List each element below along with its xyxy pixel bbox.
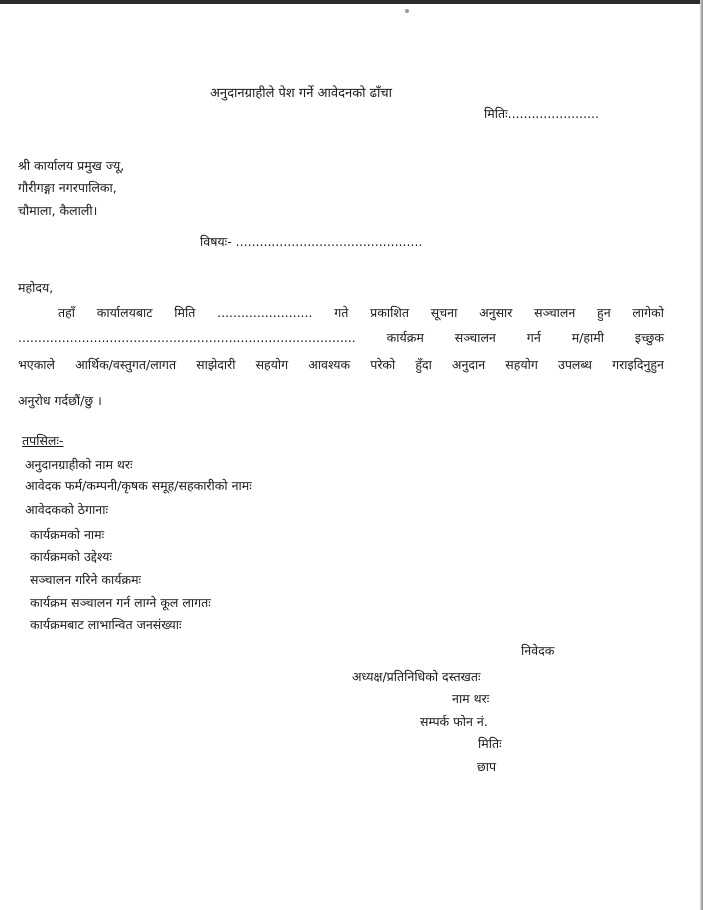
detail-address: आवेदकको ठेगानाः: [25, 502, 109, 517]
body-line-1: तहाँ कार्यालयबाट मिति ........................ गते प्रकाशित सूचना अनुसार सञ्चालन हुन लागेको: [58, 305, 664, 320]
body-line-3: भएकाले आर्थिक/वस्तुगत/लागत साझेदारी सहयोग आवश्यक परेको हुँदा अनुदान सहयोग उपलब्ध गराइदिनुहुन: [18, 357, 664, 372]
recipient-line-2: गौरीगङ्गा नगरपालिका,: [18, 180, 117, 195]
detail-total-cost: कार्यक्रम सञ्चालन गर्न लाग्ने कूल लागतः: [30, 595, 211, 610]
body-line-4: अनुरोध गर्दछौं/छु ।: [18, 393, 102, 408]
signature-date-label: मितिः: [478, 736, 502, 751]
signature-label: अध्यक्ष/प्रतिनिधिको दस्तखतः: [352, 669, 481, 684]
scan-edge-top: [0, 0, 703, 4]
recipient-line-3: चौमाला, कैलाली।: [18, 203, 98, 218]
detail-program-name: कार्यक्रमको नामः: [30, 527, 105, 542]
date-line: मितिः.......................: [484, 106, 599, 121]
recipient-line-1: श्री कार्यालय प्रमुख ज्यू,: [18, 158, 125, 173]
details-heading: तपसिलः-: [22, 433, 64, 448]
detail-program-objective: कार्यक्रमको उद्देश्यः: [30, 549, 112, 564]
form-title: अनुदानग्राहीले पेश गर्ने आवेदनको ढाँचा: [210, 86, 392, 101]
body-line-2: ..................................................................................... कार्यक्रम सञ्चालन गर्न म/हामी इच्छुक: [18, 330, 664, 345]
applicant-label: निवेदक: [521, 643, 555, 658]
subject-line: विषयः- ...............................................: [200, 234, 423, 249]
detail-program-conducted: सञ्चालन गरिने कार्यक्रमः: [30, 572, 142, 587]
contact-phone-label: सम्पर्क फोन नं.: [420, 714, 488, 729]
stamp-label: छाप: [477, 759, 497, 774]
detail-beneficiaries: कार्यक्रमबाट लाभान्वित जनसंख्याः: [30, 617, 182, 632]
scan-speck: [405, 9, 409, 13]
detail-applicant-name: अनुदानग्राहीको नाम थरः: [25, 457, 133, 472]
salutation: महोदय,: [18, 280, 54, 295]
signer-name-label: नाम थरः: [452, 691, 490, 706]
detail-firm-name: आवेदक फर्म/कम्पनी/कृषक समूह/सहकारीको नामः: [25, 478, 252, 493]
